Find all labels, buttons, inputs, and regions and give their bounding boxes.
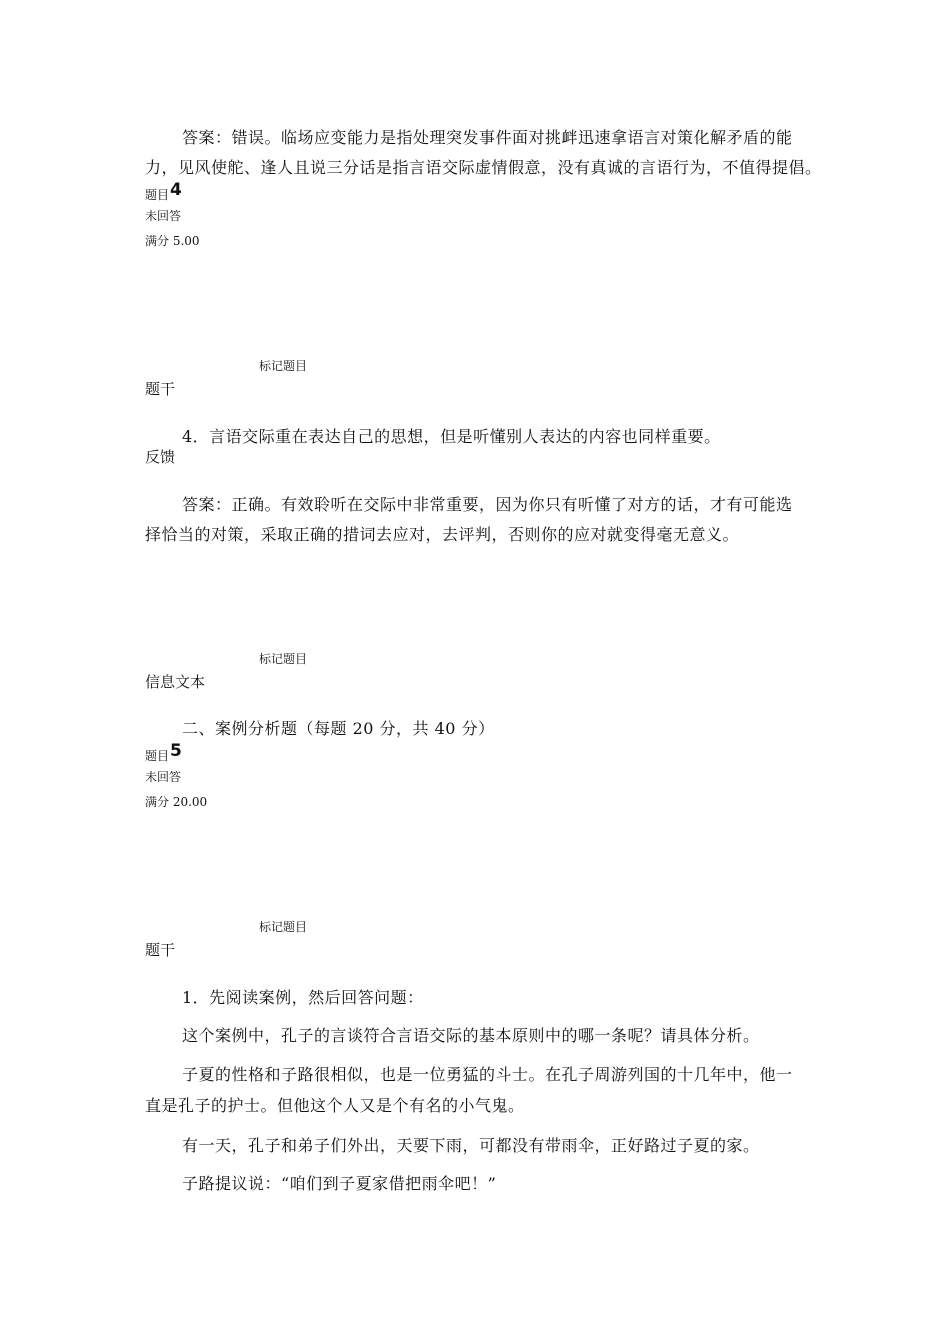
stem-paragraph-2: 这个案例中，孔子的言谈符合言语交际的基本原则中的哪一条呢？请具体分析。 (182, 1026, 760, 1045)
feedback-line-1: 答案：正确。有效聆听在交际中非常重要，因为你只有听懂了对方的话，才有可能选 (182, 495, 793, 514)
info-heading: 信息文本 (145, 673, 206, 691)
stem-paragraph-3-line-1: 子夏的性格和子路很相似，也是一位勇猛的斗士。在孔子周游列国的十几年中，他一 (182, 1065, 793, 1084)
stem-paragraph-4: 有一天，孔子和弟子们外出，天要下雨，可都没有带雨伞，正好路过子夏的家。 (182, 1136, 760, 1155)
stem-paragraph-3-line-2: 直是孔子的护士。但他这个人又是个有名的小气鬼。 (145, 1096, 525, 1115)
question-score: 满分 20.00 (145, 795, 208, 809)
stem-paragraph-1: 1．先阅读案例，然后回答问题： (182, 988, 424, 1007)
question-status: 未回答 (145, 209, 182, 223)
stem-text: 4．言语交际重在表达自己的思想，但是听懂别人表达的内容也同样重要。 (182, 427, 721, 446)
feedback-line-2: 择恰当的对策，采取正确的措词去应对，去评判，否则你的应对就变得毫无意义。 (145, 525, 740, 544)
question-label-text: 题目 (145, 749, 170, 763)
info-text: 二、案例分析题（每题 20 分，共 40 分） (182, 719, 495, 738)
stem-heading: 题干 (145, 380, 176, 398)
answer-line-2: 力，见风使舵、逢人且说三分话是指言语交际虚情假意，没有真诚的言语行为，不值得提倡。 (145, 158, 822, 177)
feedback-heading: 反馈 (145, 448, 176, 466)
question-label-text: 题目 (145, 188, 170, 202)
flag-question-link[interactable]: 标记题目 (259, 920, 308, 934)
question-label (145, 180, 182, 204)
stem-paragraph-5: 子路提议说：“咱们到子夏家借把雨伞吧！” (182, 1174, 497, 1193)
question-status: 未回答 (145, 770, 182, 784)
stem-heading: 题干 (145, 941, 176, 959)
answer-line-1: 答案：错误。临场应变能力是指处理突发事件面对挑衅迅速拿语言对策化解矛盾的能 (182, 128, 793, 147)
question-number: 5 (170, 741, 182, 761)
flag-question-link[interactable]: 标记题目 (259, 359, 308, 373)
question-number: 4 (170, 180, 182, 200)
question-score: 满分 5.00 (145, 234, 200, 248)
question-label (145, 741, 182, 765)
flag-question-link[interactable]: 标记题目 (259, 652, 308, 666)
